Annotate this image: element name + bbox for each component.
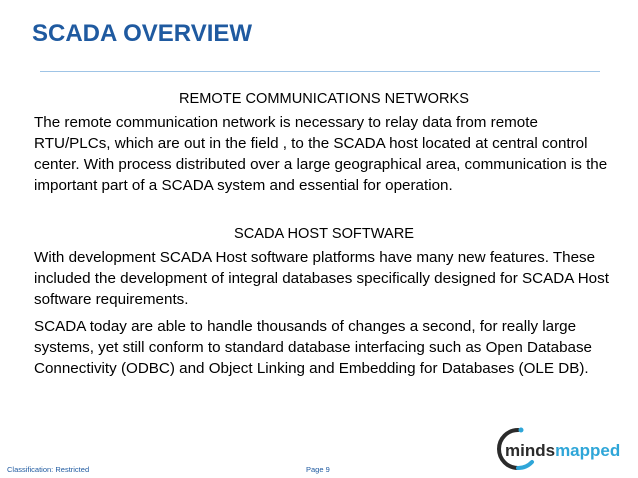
mindsmapped-logo — [494, 424, 636, 474]
section-scada-host-software — [34, 224, 614, 379]
footer-classification: Classification: Restricted — [7, 465, 90, 474]
title-divider — [40, 71, 600, 72]
section-remote-communications — [34, 89, 614, 196]
slide-title: SCADA OVERVIEW — [32, 20, 253, 47]
section-paragraph: With development SCADA Host software platforms have many new features. These included the development of integral databases specifically designed for SCADA Host software requirements. — [34, 249, 609, 308]
logo-text-dark: minds — [505, 441, 556, 460]
slide-content — [34, 89, 614, 379]
section-heading: REMOTE COMMUNICATIONS NETWORKS — [179, 91, 469, 107]
svg-text:mindsmapped — [505, 441, 620, 460]
section-paragraph: The remote communication network is necessary to relay data from remote RTU/PLCs, which are out in the field , to the SCADA host located at central control center. With process distributed over a large geographical area, communication is the important part of a SCADA system and essential for operation. — [34, 114, 608, 194]
logo-text-accent: mapped — [555, 441, 621, 460]
section-heading: SCADA HOST SOFTWARE — [233, 226, 414, 242]
footer-page-number: Page 9 — [306, 465, 330, 474]
section-paragraph: SCADA today are able to handle thousands of changes a second, for really large systems, yet still conform to standard database interfacing such as Open Database Connectivity (ODBC) and Object Linking and Embedding for Databases (OLE DB). — [34, 318, 593, 377]
logo-swoosh-accent-icon — [518, 462, 532, 468]
logo-dot-icon — [519, 428, 524, 433]
